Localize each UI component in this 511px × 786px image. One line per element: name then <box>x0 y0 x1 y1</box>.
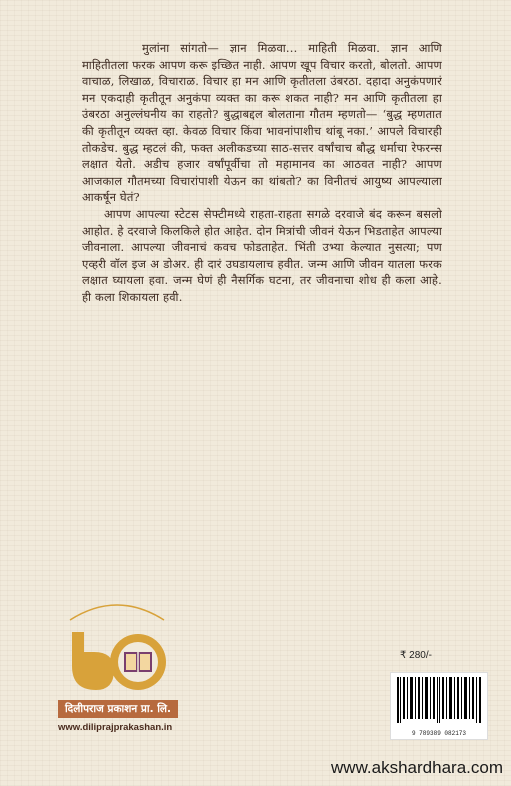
blurb-text <box>82 40 442 306</box>
publisher-name: दिलीपराज प्रकाशन प्रा. लि. <box>58 700 178 718</box>
blurb-paragraph-2: आपण आपल्या स्टेटस सेफ्टीमध्ये राहता-राहता सगळे दरवाजे बंद करून बसलो आहोत. हे दरवाजे किलकिले होत आहेत. दोन मित्रांची जीवनं येऊन भिडताहेत आपल्या जीवनाला. आपल्या जीवनाचं कवच फोडताहेत. भिंती उभ्या केल्यात नुसत्या; पण एव्हरी वॉल इज अ डोअर. ही दारं उघडायलाच हवीत. जन्म आणि जीवन यातला फरक लक्षात घ्यायला हवा. जन्म घेणं ही नैसर्गिक घटना, तर जीवनाचा शोध ही कला आहे. ही कला शिकायला हवी. <box>82 206 443 304</box>
publisher-url[interactable]: www.diliprajprakashan.in <box>58 722 173 733</box>
isbn-number: 9 789389 082173 <box>411 730 466 737</box>
watermark: www.akshardhara.com <box>331 758 503 777</box>
golden-jubilee-logo <box>62 592 172 702</box>
barcode <box>390 672 488 740</box>
price-label: ₹ 280/- <box>400 650 432 661</box>
blurb-paragraph-1: मुलांना सांगतो— ज्ञान मिळवा... माहिती मिळवा. ज्ञान आणि माहितीतला फरक आपण करू इच्छित नाही. आपण खूप विचार करतो, बोलतो. आपण वाचाळ, लिखाळ, विचाराळ. विचार हा मन आणि कृतीतला उंबरठा. दहादा अनुकंपणारं मन एकदाही कृतीतून अनुकंपा व्यक्त का करू शकत नाही? मन आणि कृतीतला हा उंबरठा अनुल्लंघनीय का राहतो? बुद्धाबद्दल बोलताना गौतम म्हणतो— ‘बुद्ध म्हणतात की कृतीतून व्यक्त व्हा. केवळ विचार किंवा भावनांपाशीच थांबू नका.’ आपले विचारही तोकडेच. बुद्ध म्हटलं की, फक्त अलीकडच्या साठ-सत्तर वर्षांचाच बौद्ध धर्माचा रेफरन्स लक्षात येतो. अडीच हजार वर्षांपूर्वीचा तो महामानव का आठवत नाही? आपण आजकाल गौतमच्या विचारांपाशी येऊन का थांबतो? का विनीतचं आयुष्य आपल्याला आकर्षून घेतं? <box>82 41 442 205</box>
